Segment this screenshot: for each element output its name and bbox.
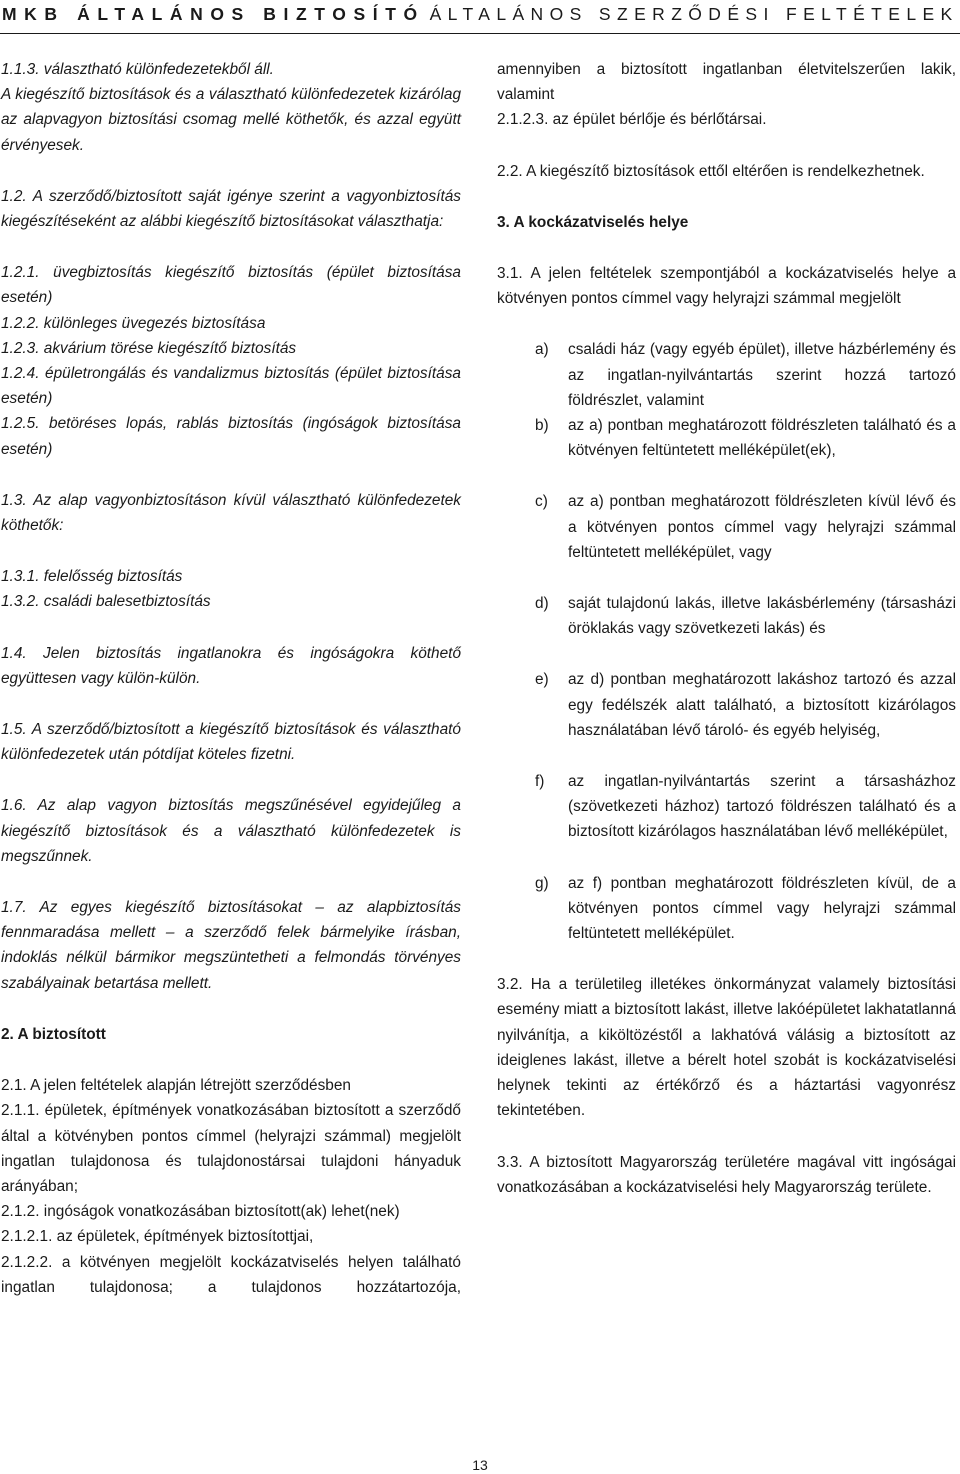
list-marker: f) <box>535 773 545 791</box>
page-number: 13 <box>472 1457 488 1473</box>
paragraph-supplementary-scope: A kiegészítő biztosítások és a választható különfedezetek kizárólag az alapvagyon biztosítási csomag mellé köthetők, és azzal együtt érvényesek. <box>1 86 461 154</box>
list-marker: g) <box>535 874 549 892</box>
list-item-text: az a) pontban meghatározott földrészleten kívül lévő és a kötvényen pontos címmel vagy helyrajzi számmal feltüntetett melléképület, vagy <box>568 493 956 561</box>
item-1-2-4: 1.2.4. épületrongálás és vandalizmus biztosítás (épület biztosítása esetén) <box>1 365 461 408</box>
paragraph-1-3: 1.3. Az alap vagyonbiztosításon kívül választható különfedezetek köthetők: <box>1 491 461 535</box>
paragraph-3-2: 3.2. Ha a területileg illetékes önkormányzat valamely biztosítási esemény miatt a biztosított lakást, illetve lakóépületet lakhatatlanná nyilvánítja, a kiköltözéstől a lakhatóvá válásig a biztosított az ideiglenes lakást, illetve a bérelt hotel szobát is kockázatviselési helynek tekinti az értékőrző és a háztartási vagyonrész tekintetében. <box>497 976 956 1120</box>
list-item-b <box>497 413 956 463</box>
paragraph-1-4: 1.4. Jelen biztosítás ingatlanokra és ingóságokra köthető együttesen vagy külön-külön. <box>1 644 461 687</box>
item-1-2-2: 1.2.2. különleges üvegezés biztosítása <box>1 314 266 332</box>
header-brand: MKB ÁLTALÁNOS BIZTOSÍTÓ <box>2 4 425 24</box>
list-item-text: az f) pontban meghatározott földrészleten kívül, de a kötvényen pontos címmel vagy helyrajzi számmal feltüntetett melléképület. <box>568 874 956 943</box>
section-heading-2: 2. A biztosított <box>1 1025 106 1043</box>
paragraph-2-2: 2.2. A kiegészítő biztosítások ettől eltérően is rendelkezhetnek. <box>497 162 925 180</box>
list-item-g <box>497 871 956 947</box>
list-item-e <box>497 667 956 743</box>
list-marker: e) <box>535 671 549 689</box>
paragraph-1-2: 1.2. A szerződő/biztosított saját igénye szerint a vagyonbiztosítás kiegészítéseként az alábbi kiegészítő biztosításokat választhatja: <box>1 187 461 231</box>
list-marker: c) <box>535 493 548 511</box>
list-item-text: az ingatlan-nyilvántartás szerint a társasházhoz (szövetkezeti házhoz) tartozó földrészen található és a biztosított kizárólagos használatában lévő melléképület, <box>568 773 956 841</box>
list-item-c <box>497 489 956 565</box>
header-rule <box>0 33 960 34</box>
item-1-3-2: 1.3.2. családi balesetbiztosítás <box>1 593 211 611</box>
list-item-a <box>497 337 956 413</box>
item-2-1-2-3: 2.1.2.3. az épület bérlője és bérlőtársai. <box>497 111 767 129</box>
paragraph-2-1: 2.1. A jelen feltételek alapján létrejött szerződésben <box>1 1077 351 1095</box>
list-item-f <box>497 769 956 845</box>
list-item-text: az a) pontban meghatározott földrészleten található és a kötvényen feltüntetett melléképület(ek), <box>568 417 956 460</box>
section-heading-3: 3. A kockázatviselés helye <box>497 213 689 231</box>
header-doc-title: ÁLTALÁNOS SZERZŐDÉSI FELTÉTELEK <box>429 4 959 24</box>
item-2-1-1: 2.1.1. épületek, építmények vonatkozásában biztosított a szerződő által a kötvényben pontos címmel (helyrajzi számmal) megjelölt ingatlan tulajdonosa és tulajdonostársai tulajdoni hányaduk arányában; <box>1 1102 461 1195</box>
paragraph-continuation: amennyiben a biztosított ingatlanban életvitelszerűen lakik, valamint <box>497 61 956 104</box>
paragraph-1-6: 1.6. Az alap vagyon biztosítás megszűnésével egyidejűleg a kiegészítő biztosítások és a választható különfedezetek is megszűnnek. <box>1 797 461 865</box>
list-item-text: családi ház (vagy egyéb épület), illetve házbérlemény és az ingatlan-nyilvántartás szerint hozzá tartozó földrészlet, valamint <box>568 341 956 409</box>
list-item-text: az d) pontban meghatározott lakáshoz tartozó és azzal egy fedélszék alatt található, a biztosított kizárólagos használatában lévő tároló- és egyéb helyiség, <box>568 671 956 739</box>
item-2-1-2-2: 2.1.2.2. a kötvényen megjelölt kockázatviselés helyen található ingatlan tulajdonosa; a tulajdonos hozzátartozója, <box>1 1253 461 1296</box>
left-column <box>1 57 461 1300</box>
paragraph-3-3: 3.3. A biztosított Magyarország területére magával vitt ingóságai vonatkozásában a kockázatviselési hely Magyarország területe. <box>497 1153 956 1196</box>
item-1-2-3: 1.2.3. akvárium törése kiegészítő biztosítás <box>1 339 297 357</box>
right-column <box>497 57 956 1200</box>
paragraph-1-5: 1.5. A szerződő/biztosított a kiegészítő biztosítások és választható különfedezetek után pótdíjat köteles fizetni. <box>1 721 461 764</box>
item-1-3-1: 1.3.1. felelősség biztosítás <box>1 568 183 586</box>
list-marker: a) <box>535 341 549 359</box>
paragraph-1-7: 1.7. Az egyes kiegészítő biztosításokat – az alapbiztosítás fennmaradása mellett – a szerződő felek bármelyike írásban, indoklás nélkül bármikor megszüntetheti a felmondás törvényes szabályainak betartása mellett. <box>1 899 461 992</box>
list-item-d <box>497 591 956 641</box>
paragraph-3-1: 3.1. A jelen feltételek szempontjából a kockázatviselés helye a kötvényen pontos címmel vagy helyrajzi számmal megjelölt <box>497 265 956 308</box>
page-header <box>0 0 960 28</box>
list-marker: b) <box>535 417 549 435</box>
list-marker: d) <box>535 595 549 613</box>
list-item-text: saját tulajdonú lakás, illetve lakásbérlemény (társasházi öröklakás vagy szövetkezeti lakás) és <box>568 595 956 638</box>
item-1-2-5: 1.2.5. betöréses lopás, rablás biztosítás (ingóságok biztosítása esetén) <box>1 415 461 458</box>
item-1-2-1: 1.2.1. üvegbiztosítás kiegészítő biztosítás (épület biztosítása esetén) <box>1 264 461 307</box>
item-2-1-2-1: 2.1.2.1. az épületek, építmények biztosítottjai, <box>1 1228 314 1246</box>
paragraph-1-1-3: 1.1.3. választható különfedezetekből áll. <box>1 61 274 78</box>
item-2-1-2: 2.1.2. ingóságok vonatkozásában biztosított(ak) lehet(nek) <box>1 1203 400 1221</box>
